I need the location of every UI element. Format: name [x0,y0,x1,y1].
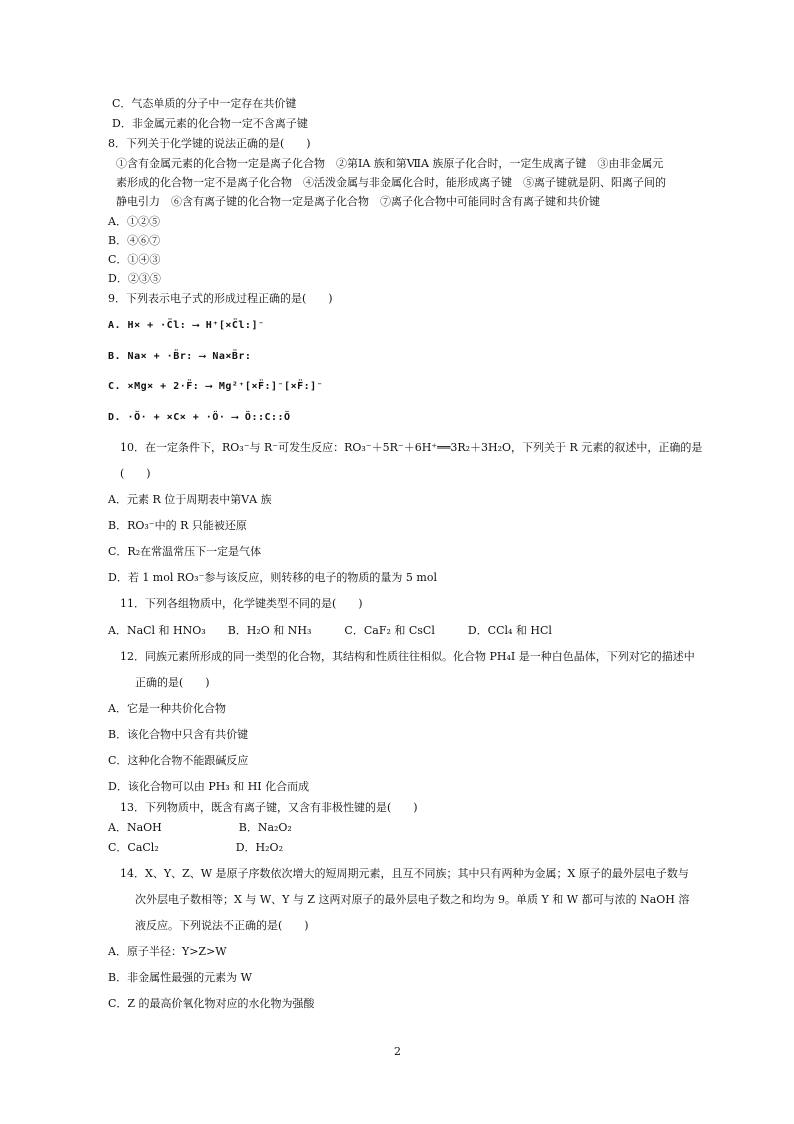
q14-option-c: C．Z 的最高价氧化物对应的水化物为强酸 [108,997,315,1010]
q12-stem-line2: 正确的是( ) [135,676,210,689]
q8-stem: 8．下列关于化学键的说法正确的是( ) [108,137,311,150]
q7-option-d: D．非金属元素的化合物一定不含离子键 [112,117,308,130]
q13-options-cd: C．CaCl₂ D．H₂O₂ [108,841,283,854]
q11-options: A．NaCl 和 HNO₃ B．H₂O 和 NH₃ C．CaF₂ 和 CsCl D．CCl₄ 和 HCl [108,624,552,637]
q9-option-c: C. ×Mg× + 2·F̈: ⟶ Mg²⁺[×F̈:]⁻[×F̈:]⁻ [108,381,324,392]
q11-stem: 11．下列各组物质中，化学键类型不同的是( ) [120,597,363,610]
q9-option-b: B. Na× + ·B̈r: ⟶ Na×B̈r: [108,351,252,362]
q8-option-a: A．①②⑤ [108,215,160,228]
page-number: 2 [394,1045,401,1058]
q14-stem-line1: 14．X、Y、Z、W 是原子序数依次增大的短周期元素，且互不同族；其中只有两种为金属；X 原子的最外层电子数与 [120,867,689,880]
q10-option-a: A．元素 R 位于周期表中第ⅤA 族 [108,493,272,506]
q10-stem-line2: ( ) [120,467,151,480]
q10-option-b: B．RO₃⁻中的 R 只能被还原 [108,519,247,532]
q9-option-d: D. ·Ö· + ×C× + ·Ö· ⟶ Ö::C::Ö [108,412,291,423]
q8-option-b: B．④⑥⑦ [108,234,161,247]
q8-statements-line2: 素形成的化合物一定不是离子化合物 ④活泼金属与非金属化合时，能形成离子键 ⑤离子键就是阴、阳离子间的 [116,176,666,189]
q8-option-c: C．①④③ [108,253,161,266]
q13-stem: 13．下列物质中，既含有离子键，又含有非极性键的是( ) [120,801,418,814]
q10-option-d: D．若 1 mol RO₃⁻参与该反应，则转移的电子的物质的量为 5 mol [108,571,437,584]
q13-options-ab: A．NaOH B．Na₂O₂ [108,821,292,834]
q12-option-d: D．该化合物可以由 PH₃ 和 HI 化合而成 [108,780,310,793]
q12-stem-line1: 12．同族元素所形成的同一类型的化合物，其结构和性质往往相似。化合物 PH₄I 是一种白色晶体，下列对它的描述中 [120,650,695,663]
q8-statements-line3: 静电引力 ⑥含有离子键的化合物一定是离子化合物 ⑦离子化合物中可能同时含有离子键和共价键 [116,195,600,208]
q12-option-b: B．该化合物中只含有共价键 [108,728,249,741]
q12-option-a: A．它是一种共价化合物 [108,702,226,715]
q9-stem: 9．下列表示电子式的形成过程正确的是( ) [108,292,333,305]
q7-option-c: C．气态单质的分子中一定存在共价键 [112,97,297,110]
q8-option-d: D．②③⑤ [108,272,161,285]
q14-option-b: B．非金属性最强的元素为 W [108,971,252,984]
q14-stem-line2: 次外层电子数相等；X 与 W、Y 与 Z 这两对原子的最外层电子数之和均为 9。单质 Y 和 W 都可与浓的 NaOH 溶 [135,893,690,906]
q14-stem-line3: 液反应。下列说法不正确的是( ) [135,919,309,932]
q10-option-c: C．R₂在常温常压下一定是气体 [108,545,262,558]
q12-option-c: C．这种化合物不能跟碱反应 [108,754,249,767]
q14-option-a: A．原子半径：Y>Z>W [108,945,227,958]
q8-statements-line1: ①含有金属元素的化合物一定是离子化合物 ②第ⅠA 族和第ⅦA 族原子化合时，一定生成离子键 ③由非金属元 [116,157,664,170]
q10-stem-line1: 10．在一定条件下，RO₃⁻与 R⁻可发生反应：RO₃⁻＋5R⁻＋6H⁺══3R₂＋3H₂O，下列关于 R 元素的叙述中，正确的是 [120,441,703,454]
q9-option-a: A. H× + ·C̈l: ⟶ H⁺[×C̈l:]⁻ [108,320,265,331]
